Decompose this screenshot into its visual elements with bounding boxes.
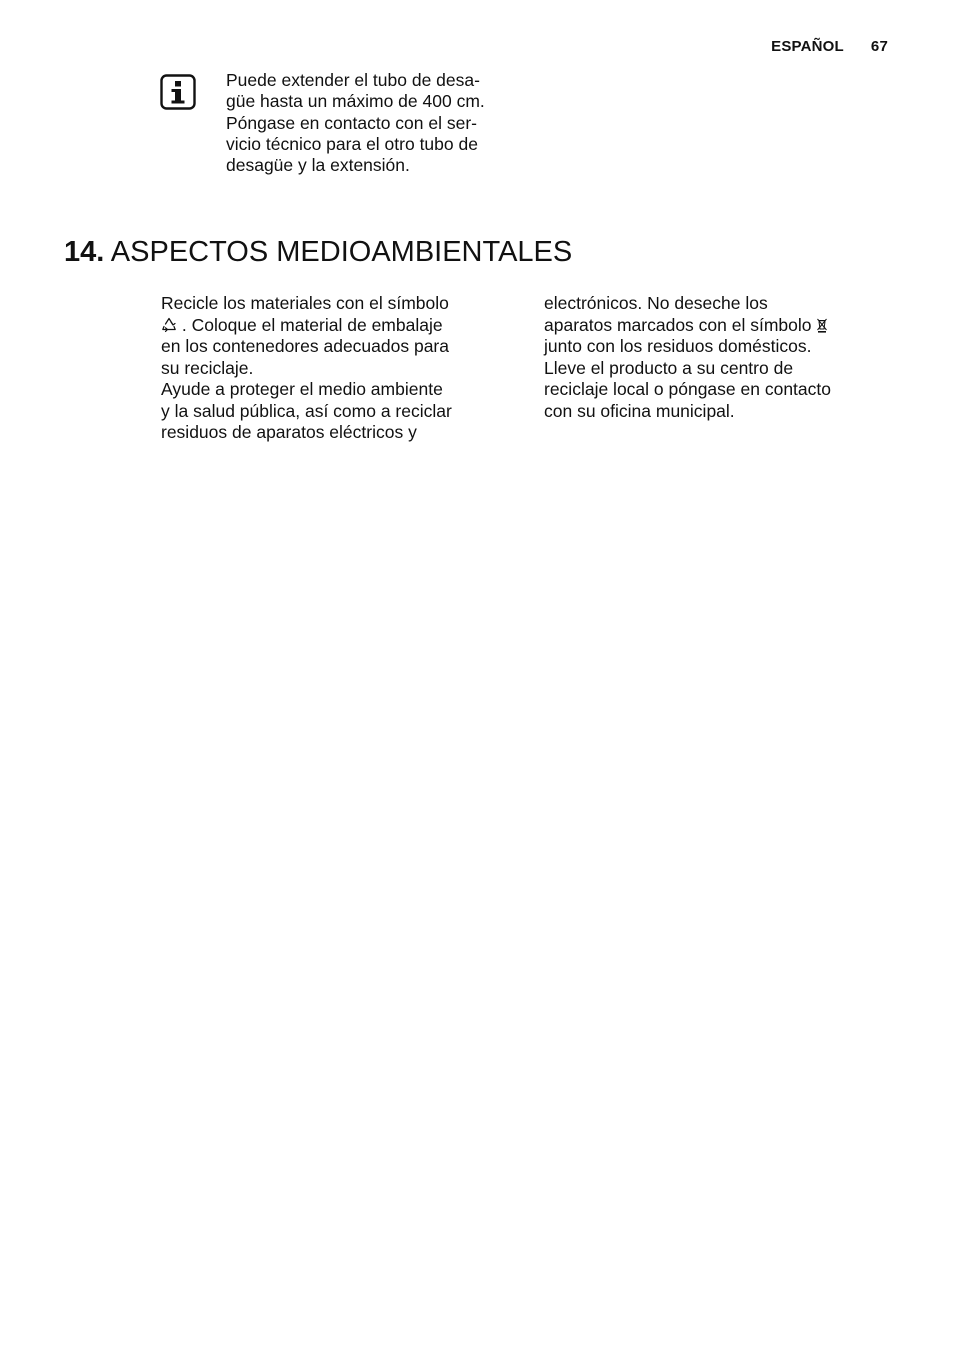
- text-line: y la salud pública, así como a reciclar: [161, 400, 452, 421]
- text-fragment: aparatos marcados con el símbolo: [544, 314, 812, 335]
- info-note: [160, 70, 526, 176]
- text-line: su reciclaje.: [161, 357, 254, 378]
- info-line: güe hasta un máximo de 400 cm.: [226, 91, 485, 112]
- text-line: [161, 315, 501, 337]
- left-column: [161, 293, 501, 444]
- text-line: residuos de aparatos eléctricos y: [161, 422, 417, 442]
- right-column: [544, 293, 884, 422]
- text-line: [544, 315, 884, 337]
- text-line: con su oficina municipal.: [544, 400, 735, 421]
- text-fragment: . Coloque el material de embalaje: [181, 314, 443, 335]
- section-title: [64, 236, 572, 269]
- crossed-out-bin-icon: [816, 317, 828, 333]
- section-number: 14.: [64, 236, 105, 268]
- header-language: ESPAÑOL: [771, 38, 844, 55]
- info-icon: [160, 74, 196, 110]
- text-line: reciclaje local o póngase en contacto: [544, 379, 831, 399]
- page-number: 67: [870, 38, 888, 55]
- text-line: en los contenedores adecuados para: [161, 336, 449, 356]
- recycle-icon: [161, 317, 177, 333]
- page-header: [771, 38, 888, 55]
- text-line: electrónicos. No deseche los: [544, 293, 768, 313]
- info-line: Póngase en contacto con el ser-: [226, 112, 477, 133]
- info-note-text: [226, 70, 526, 176]
- text-line: Lleve el producto a su centro de: [544, 357, 794, 378]
- info-line: Puede extender el tubo de desa-: [226, 70, 480, 90]
- section-title-text: ASPECTOS MEDIOAMBIENTALES: [110, 236, 573, 268]
- info-line: desagüe y la extensión.: [226, 155, 410, 176]
- text-line: Ayude a proteger el medio ambiente: [161, 379, 443, 399]
- info-line: vicio técnico para el otro tubo de: [226, 133, 478, 154]
- text-line: Recicle los materiales con el símbolo: [161, 293, 449, 313]
- text-line: junto con los residuos domésticos.: [544, 336, 812, 356]
